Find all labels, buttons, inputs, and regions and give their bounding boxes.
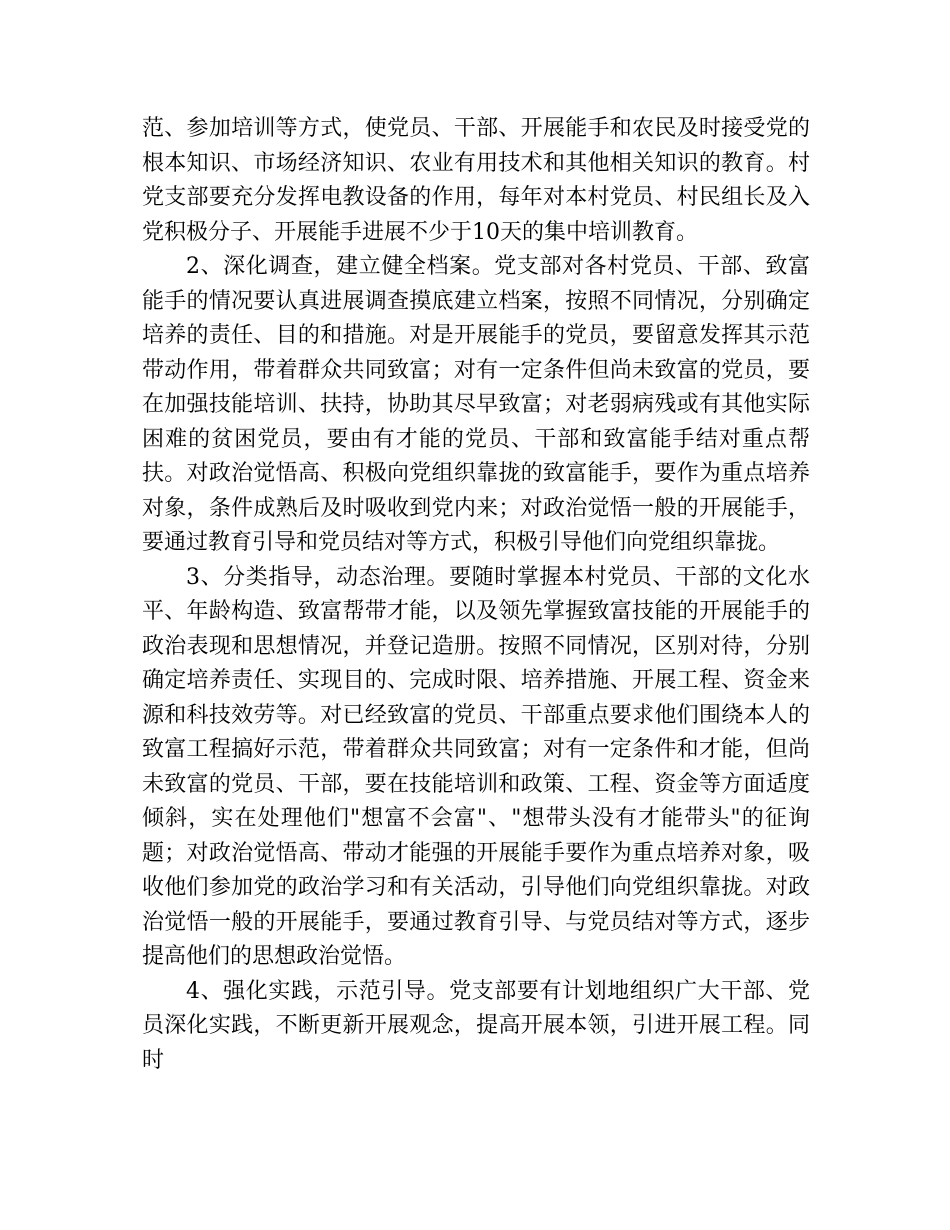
paragraph-continuation: 范、参加培训等方式，使党员、干部、开展能手和农民及时接受党的根本知识、市场经济知识、农业有用技术和其他相关知识的教育。村党支部要充分发挥电教设备的作用，每年对本村党员、村民组长及入党积极分子、开展能手进展不少于10天的集中培训教育。 <box>142 116 810 245</box>
document-page <box>142 112 810 1078</box>
paragraph-section-4: 4、强化实践，示范引导。党支部要有计划地组织广大干部、党员深化实践，不断更新开展观念，提高开展本领，引进开展工程。同时 <box>142 978 810 1073</box>
paragraph-section-3: 3、分类指导，动态治理。要随时掌握本村党员、干部的文化水平、年龄构造、致富帮带才能，以及领先掌握致富技能的开展能手的政治表现和思想情况，并登记造册。按照不同情况，区别对待，分别确定培养责任、实现目的、完成时限、培养措施、开展工程、资金来源和科技效劳等。对已经致富的党员、干部重点要求他们围绕本人的致富工程搞好示范，带着群众共同致富；对有一定条件和才能，但尚未致富的党员、干部，要在技能培训和政策、工程、资金等方面适度倾斜，实在处理他们"想富不会富"、"想带头没有才能带头"的征询题；对政治觉悟高、带动才能强的开展能手要作为重点培养对象，吸收他们参加党的政治学习和有关活动，引导他们向党组织靠拢。对政治觉悟一般的开展能手，要通过教育引导、与党员结对等方式，逐步提高他们的思想政治觉悟。 <box>142 564 810 969</box>
paragraph-section-2: 2、深化调查，建立健全档案。党支部对各村党员、干部、致富能手的情况要认真进展调查摸底建立档案，按照不同情况，分别确定培养的责任、目的和措施。对是开展能手的党员，要留意发挥其示范带动作用，带着群众共同致富；对有一定条件但尚未致富的党员，要在加强技能培训、扶持，协助其尽早致富；对老弱病残或有其他实际困难的贫困党员，要由有才能的党员、干部和致富能手结对重点帮扶。对政治觉悟高、积极向党组织靠拢的致富能手，要作为重点培养对象，条件成熟后及时吸收到党内来；对政治觉悟一般的开展能手，要通过教育引导和党员结对等方式，积极引导他们向党组织靠拢。 <box>142 254 810 555</box>
